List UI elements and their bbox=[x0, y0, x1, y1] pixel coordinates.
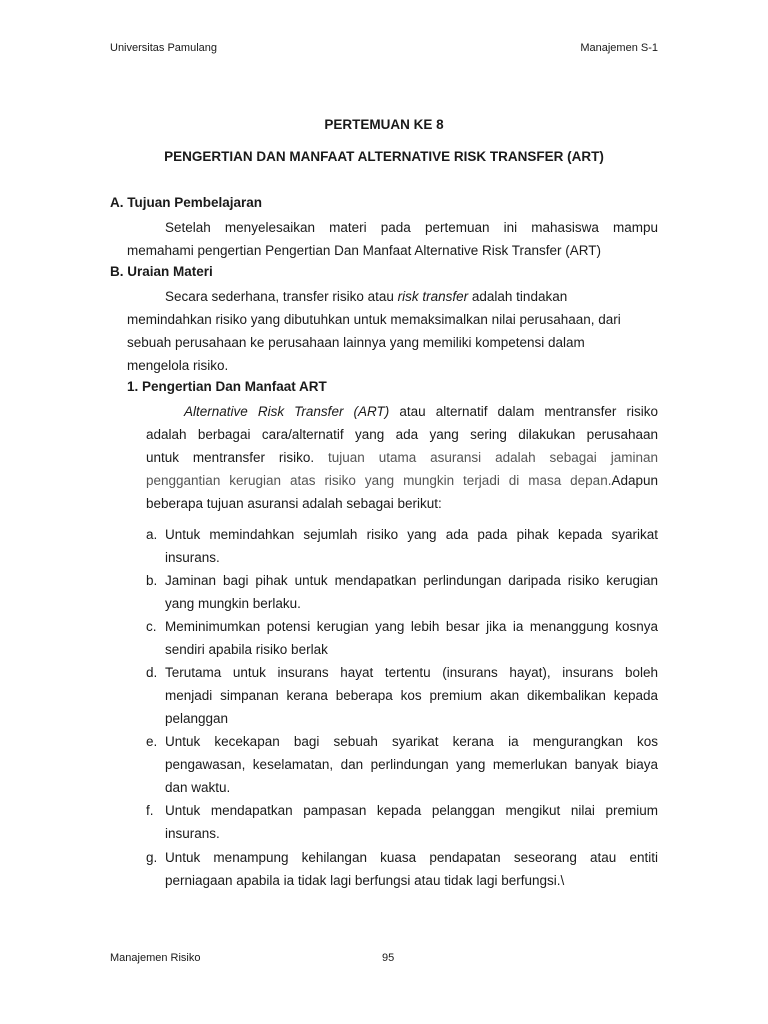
list-item-line: insurans. bbox=[165, 550, 220, 565]
page-subtitle: PENGERTIAN DAN MANFAAT ALTERNATIVE RISK TRANSFER (ART) bbox=[164, 149, 604, 164]
section-b-line-1 bbox=[127, 285, 658, 308]
list-item-line: Terutama untuk insurans hayat tertentu (insurans hayat), insurans boleh bbox=[165, 665, 658, 680]
subsection-line-4-a: penggantian kerugian atas risiko yang mungkin terjadi di masa depan. bbox=[146, 473, 612, 488]
list-marker: b. bbox=[146, 573, 158, 588]
section-b-heading: B. Uraian Materi bbox=[110, 264, 213, 279]
subsection-heading: 1. Pengertian Dan Manfaat ART bbox=[127, 379, 327, 394]
section-a-paragraph bbox=[127, 216, 658, 262]
list-item bbox=[146, 730, 658, 799]
list-item-line: dan waktu. bbox=[165, 780, 231, 795]
list-marker: c. bbox=[146, 619, 157, 634]
subsection-line-3 bbox=[146, 446, 658, 469]
header-left: Universitas Pamulang bbox=[110, 42, 217, 54]
section-b-line-2: memindahkan risiko yang dibutuhkan untuk memaksimalkan nilai perusahaan, dari bbox=[127, 312, 621, 327]
footer-left: Manajemen Risiko bbox=[110, 952, 201, 964]
section-b-paragraph bbox=[127, 285, 658, 377]
page-number: 95 bbox=[382, 952, 395, 964]
list-item-line: perniagaan apabila ia tidak lagi berfungsi atau tidak lagi berfungsi.\ bbox=[165, 873, 565, 888]
list-item-line: pelanggan bbox=[165, 711, 229, 726]
list-item-line: Untuk menampung kehilangan kuasa pendapatan seseorang atau entiti bbox=[165, 850, 658, 865]
list-marker: d. bbox=[146, 665, 158, 680]
list-item bbox=[146, 846, 658, 892]
section-b-line-1-a: Secara sederhana, transfer risiko atau bbox=[165, 289, 398, 304]
list-item-line: Untuk memindahkan sejumlah risiko yang ada pada pihak kepada syarikat bbox=[165, 527, 658, 542]
list-marker: e. bbox=[146, 734, 158, 749]
list-item-line: yang mungkin berlaku. bbox=[165, 596, 301, 611]
list-item-line: Untuk mendapatkan pampasan kepada pelanggan mengikut nilai premium bbox=[165, 803, 658, 818]
subsection-line-1-italic: Alternative Risk Transfer (ART) bbox=[184, 404, 390, 419]
list-item-line: Meminimumkan potensi kerugian yang lebih besar jika ia menanggung kosnya bbox=[165, 619, 658, 634]
section-b-line-1-italic: risk transfer bbox=[397, 289, 469, 304]
list-item-line: Untuk kecekapan bagi sebuah syarikat kerana ia mengurangkan kos bbox=[165, 734, 658, 749]
section-a-heading: A. Tujuan Pembelajaran bbox=[110, 195, 263, 210]
list-item-line: insurans. bbox=[165, 826, 220, 841]
subsection-line-4 bbox=[146, 469, 658, 492]
section-b-line-4: mengelola risiko. bbox=[127, 358, 229, 373]
list-item bbox=[146, 661, 658, 730]
section-a-line-2: memahami pengertian Pengertian Dan Manfaat Alternative Risk Transfer (ART) bbox=[127, 243, 601, 258]
list-item bbox=[146, 569, 658, 615]
section-a-line-1: Setelah menyelesaikan materi pada pertemuan ini mahasiswa mampu bbox=[165, 220, 658, 235]
list-item bbox=[146, 523, 658, 569]
list-marker: g. bbox=[146, 850, 158, 865]
list-item-line: sendiri apabila risiko berlak bbox=[165, 642, 328, 657]
subsection-line-3-a: untuk mentransfer risiko. bbox=[146, 450, 329, 465]
subsection-line-5: beberapa tujuan asuransi adalah sebagai berikut: bbox=[146, 496, 442, 511]
subsection-line-2: adalah berbagai cara/alternatif yang ada yang sering dilakukan perusahaan bbox=[146, 427, 658, 442]
subsection-paragraph bbox=[146, 400, 658, 515]
page-title: PERTEMUAN KE 8 bbox=[324, 117, 444, 132]
subsection-line-4-b: Adapun bbox=[611, 473, 658, 488]
list-item bbox=[146, 615, 658, 661]
list-marker: a. bbox=[146, 527, 158, 542]
subsection-line-1 bbox=[146, 400, 658, 423]
list-item-line: Jaminan bagi pihak untuk mendapatkan perlindungan daripada risiko kerugian bbox=[165, 573, 658, 588]
subsection-line-1-rest: atau alternatif dalam mentransfer risiko bbox=[389, 404, 658, 419]
list-item-line: menjadi simpanan kerana beberapa kos premium akan dikembalikan kepada bbox=[165, 688, 658, 703]
header-right: Manajemen S-1 bbox=[580, 42, 658, 54]
section-b-line-1-b: adalah tindakan bbox=[468, 289, 568, 304]
section-b-line-3: sebuah perusahaan ke perusahaan lainnya yang memiliki kompetensi dalam bbox=[127, 335, 585, 350]
list-item-line: pengawasan, keselamatan, dan perlindungan yang memerlukan banyak biaya bbox=[165, 757, 658, 772]
list-item bbox=[146, 799, 658, 845]
subsection-line-3-b: tujuan utama asuransi adalah sebagai jaminan bbox=[328, 450, 658, 465]
list-marker: f. bbox=[146, 803, 154, 818]
